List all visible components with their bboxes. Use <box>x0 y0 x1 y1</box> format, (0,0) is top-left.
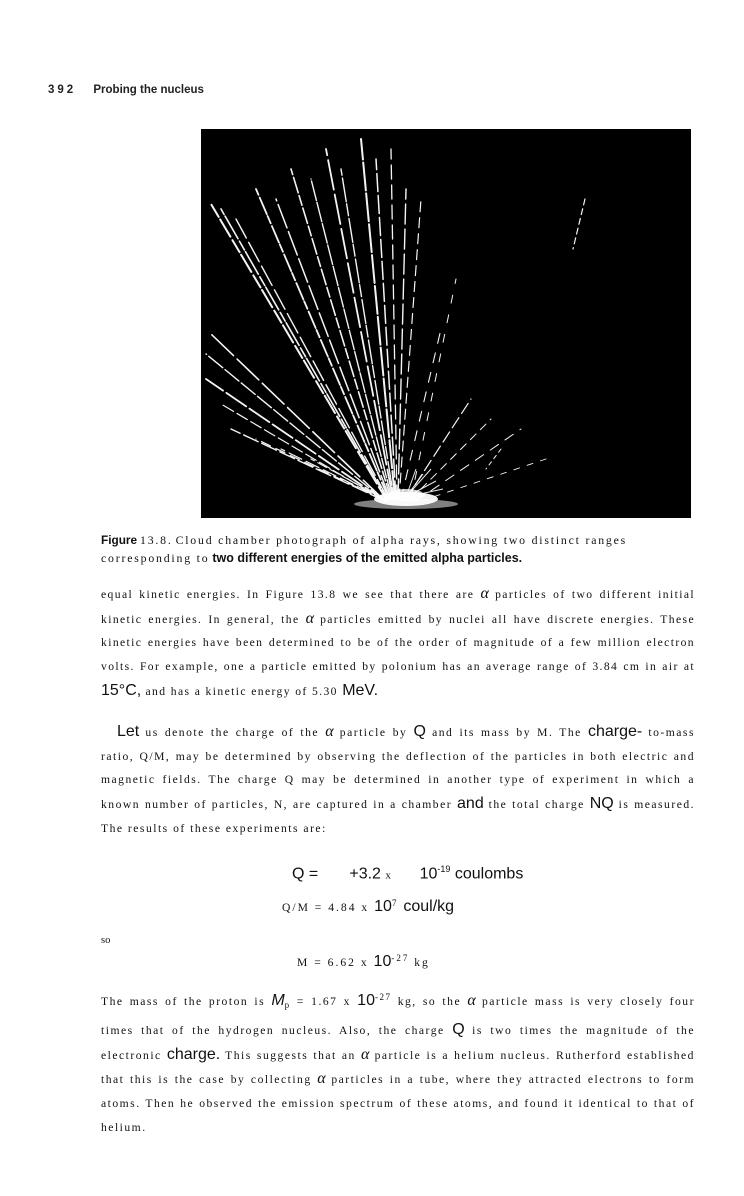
charge-symbol: Q <box>452 1020 465 1038</box>
text-run: and its mass by M. The <box>432 726 582 739</box>
eq-exponent: -19 <box>437 864 451 874</box>
text-run: particles emitted by nuclei all have discrete energies. These kinetic energies have been determined to be of the order of magnitude of a few million electron volts. For example, one a particle emitted by polonium has an average range of 3.84 cm in air at <box>101 612 695 674</box>
proton-mass-symbol: M <box>271 991 285 1009</box>
cloud-chamber-photograph <box>201 129 691 518</box>
alpha-symbol: α <box>317 1070 326 1088</box>
text-run: particle mass is very closely four times that of the hydrogen nucleus. Also, the charge <box>101 994 695 1037</box>
text-run: and has a kinetic energy of 5.30 <box>145 684 338 698</box>
text-run: particle is a helium nucleus. Rutherford established that this is the case by collecting <box>101 1048 695 1087</box>
figure-number: 13.8. <box>140 533 173 547</box>
text-run: = 1.67 x <box>296 994 351 1008</box>
eq-exponent: 7 <box>391 898 399 909</box>
text-run: us denote the charge of the <box>145 726 320 739</box>
caption-emphasis: two different energies of the emitted alpha particles. <box>212 551 523 565</box>
text-run: kg, so the <box>397 994 462 1008</box>
text-run: charge- <box>587 723 643 740</box>
alpha-tracks-image <box>201 129 691 518</box>
text-run: particles of two different initial kinetic energies. In general, the <box>101 588 695 626</box>
alpha-symbol: α <box>325 723 334 740</box>
text-run: is measured. The results of these experiments are: <box>101 798 696 835</box>
eq-unit: coul/kg <box>403 898 455 915</box>
eq-exponent: -27 <box>391 953 410 964</box>
subscript: p <box>284 1000 291 1011</box>
text-run: and <box>457 795 484 813</box>
eq-exponent: -27 <box>374 992 392 1002</box>
paragraph-2 <box>101 720 695 841</box>
text-run: to-mass ratio, Q/M, may be determined by observing the deflection of the particles in both electric and magnetic fields. The charge Q may be determined in another type of experiment in which a known number of particles, N, are captured in a chamber <box>101 726 695 812</box>
text-run: is two times the magnitude of the electronic <box>101 1023 695 1062</box>
equation-charge <box>292 864 744 883</box>
eq-unit: kg <box>414 956 430 969</box>
eq-power-base: 10 <box>357 991 375 1009</box>
eq-value: +3.2 <box>349 865 381 883</box>
text-run: particles in a tube, where they attracted electrons to form atoms. Then he observed the emission spectrum of these atoms, and found it identical to that of helium. <box>101 1073 696 1134</box>
eq-power-base: 10 <box>373 953 392 970</box>
text-run: The mass of the proton is <box>101 994 266 1008</box>
so-word: so <box>101 935 111 946</box>
eq-lhs: Q = <box>292 865 319 883</box>
charge-symbol: Q <box>413 723 426 740</box>
page-header <box>48 84 204 96</box>
equation-mass <box>297 953 744 971</box>
text-run: This suggests that an <box>225 1048 356 1062</box>
eq-power-base: 10 <box>374 898 392 915</box>
temperature: 15°C, <box>101 681 142 699</box>
eq-lhs: Q/M = 4.84 x <box>282 901 370 914</box>
alpha-symbol: α <box>480 585 489 602</box>
text-run: equal kinetic energies. In Figure 13.8 we see that there are <box>101 588 475 601</box>
page-number: 392 <box>48 84 77 96</box>
equation-charge-mass-ratio <box>282 898 744 916</box>
text-run: charge. <box>166 1045 221 1063</box>
alpha-symbol: α <box>305 609 314 627</box>
figure-caption <box>101 531 693 567</box>
energy-unit: MeV. <box>342 681 379 699</box>
eq-lhs: M = 6.62 x <box>297 956 369 969</box>
eq-power-base: 10 <box>419 865 438 883</box>
figure-label: Figure <box>101 533 138 547</box>
paragraph-1 <box>101 582 695 704</box>
text-run: particle by <box>339 726 408 739</box>
text-run: Let <box>117 723 140 740</box>
paragraph-3 <box>101 986 695 1139</box>
alpha-symbol: α <box>467 991 476 1009</box>
text-run: the total charge <box>488 798 585 812</box>
caption-text: Cloud chamber photograph of alpha rays, showing two distinct ranges corresponding to <box>101 533 628 565</box>
total-charge-symbol: NQ <box>589 795 614 813</box>
running-title: Probing the nucleus <box>93 84 204 96</box>
eq-times: x <box>385 869 393 882</box>
alpha-symbol: α <box>361 1045 370 1063</box>
eq-unit: coulombs <box>454 865 524 883</box>
